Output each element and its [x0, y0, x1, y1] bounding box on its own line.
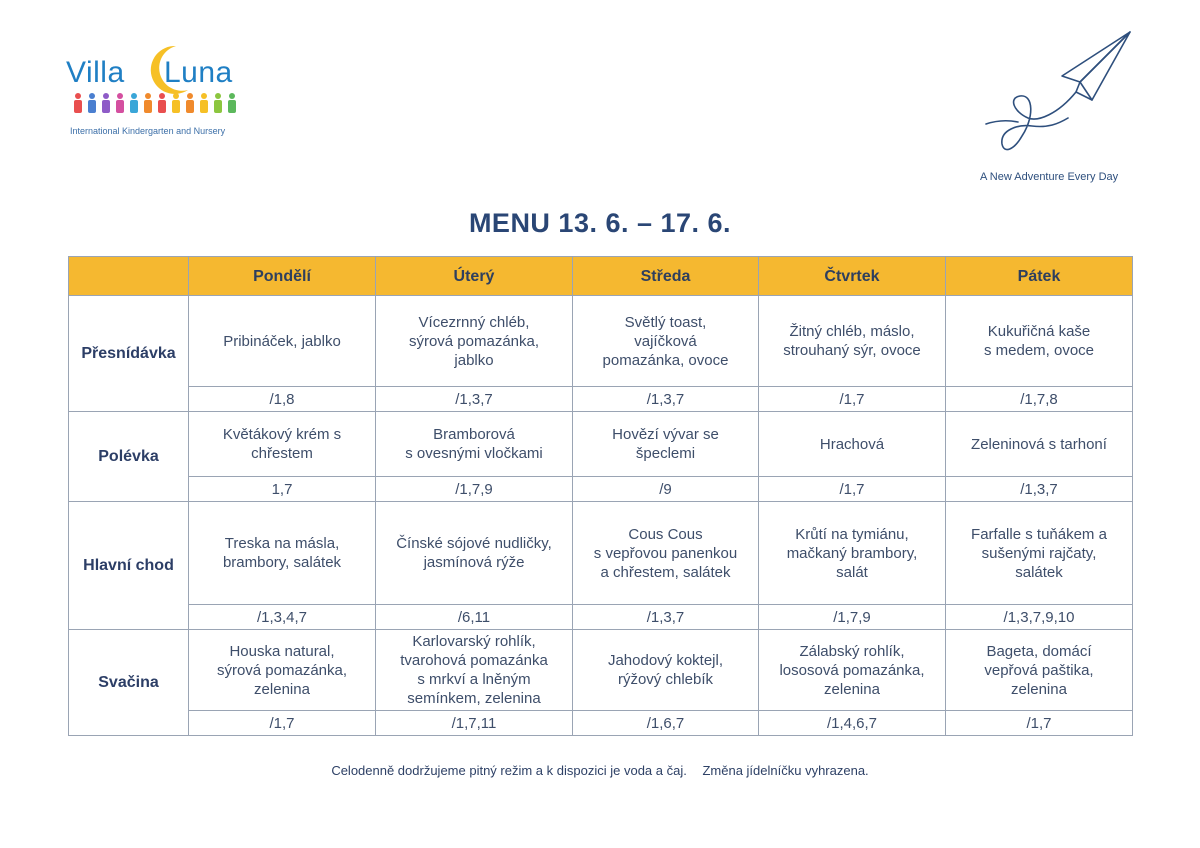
- day-header-monday: Pondělí: [189, 257, 376, 296]
- meal-label: Přesnídávka: [69, 296, 189, 412]
- meal-cell: Hrachová: [759, 412, 946, 477]
- meal-row: [69, 630, 1133, 711]
- allergen-cell: /1,3,7: [573, 387, 759, 412]
- meal-cell: Žitný chléb, máslo, strouhaný sýr, ovoce: [759, 296, 946, 387]
- allergen-cell: /1,7: [759, 387, 946, 412]
- meal-cell: Bageta, domácí vepřová paštika, zelenina: [946, 630, 1133, 711]
- allergen-cell: /1,3,7: [946, 477, 1133, 502]
- meal-cell: Hovězí vývar se špeclemi: [573, 412, 759, 477]
- meal-label: Svačina: [69, 630, 189, 736]
- meal-cell: Vícezrnný chléb, sýrová pomazánka, jablko: [376, 296, 573, 387]
- allergen-row: [69, 711, 1133, 736]
- meal-cell: Karlovarský rohlík, tvarohová pomazánka s mrkví a lněným semínkem, zelenina: [376, 630, 573, 711]
- allergen-cell: /1,7,11: [376, 711, 573, 736]
- meal-label: Hlavní chod: [69, 502, 189, 630]
- day-header-tuesday: Úterý: [376, 257, 573, 296]
- meal-cell: Jahodový koktejl, rýžový chlebík: [573, 630, 759, 711]
- meal-cell: Krůtí na tymiánu, mačkaný brambory, salát: [759, 502, 946, 605]
- meal-cell: Čínské sójové nudličky, jasmínová rýže: [376, 502, 573, 605]
- villa-luna-logo: [66, 44, 256, 140]
- meal-cell: Světlý toast, vajíčková pomazánka, ovoce: [573, 296, 759, 387]
- allergen-cell: /1,7,9: [759, 605, 946, 630]
- meal-row: [69, 502, 1133, 605]
- meal-row: [69, 296, 1133, 387]
- footer-notes: [0, 763, 1200, 778]
- allergen-cell: /1,7,8: [946, 387, 1133, 412]
- allergen-cell: /9: [573, 477, 759, 502]
- page-title: MENU 13. 6. – 17. 6.: [468, 208, 732, 238]
- allergen-cell: /1,7,9: [376, 477, 573, 502]
- logo-word-villa: Villa: [66, 56, 125, 89]
- allergen-cell: /1,3,7: [573, 605, 759, 630]
- meal-cell: Bramborová s ovesnými vločkami: [376, 412, 573, 477]
- allergen-cell: /1,8: [189, 387, 376, 412]
- header-corner-cell: [69, 257, 189, 296]
- meal-cell: Zálabský rohlík, lososová pomazánka, zelenina: [759, 630, 946, 711]
- meal-cell: Pribináček, jablko: [189, 296, 376, 387]
- allergen-cell: /6,11: [376, 605, 573, 630]
- meal-cell: Kukuřičná kaše s medem, ovoce: [946, 296, 1133, 387]
- day-header-wednesday: Středa: [573, 257, 759, 296]
- day-header-friday: Pátek: [946, 257, 1133, 296]
- logo-tagline: International Kindergarten and Nursery: [70, 126, 226, 136]
- drinking-note: Celodenně dodržujeme pitný režim a k dispozici je voda a čaj.: [331, 763, 687, 778]
- allergen-cell: /1,7: [189, 711, 376, 736]
- meal-cell: Treska na másla, brambory, salátek: [189, 502, 376, 605]
- allergen-cell: /1,4,6,7: [759, 711, 946, 736]
- meal-row: [69, 412, 1133, 477]
- meal-label: Polévka: [69, 412, 189, 502]
- allergen-row: [69, 387, 1133, 412]
- allergen-cell: /1,7: [946, 711, 1133, 736]
- allergen-cell: /1,3,7,9,10: [946, 605, 1133, 630]
- meal-cell: Zeleninová s tarhoní: [946, 412, 1133, 477]
- allergen-cell: /1,3,7: [376, 387, 573, 412]
- slogan-text: A New Adventure Every Day: [980, 171, 1119, 183]
- menu-change-note: Změna jídelníčku vyhrazena.: [702, 763, 869, 778]
- children-row-icon: [71, 92, 241, 114]
- meal-cell: Houska natural, sýrová pomazánka, zelenina: [189, 630, 376, 711]
- day-header-thursday: Čtvrtek: [759, 257, 946, 296]
- allergen-cell: /1,7: [759, 477, 946, 502]
- meal-cell: Květákový krém s chřestem: [189, 412, 376, 477]
- menu-table: [68, 256, 1133, 736]
- allergen-cell: 1,7: [189, 477, 376, 502]
- paper-plane-icon: [978, 26, 1138, 166]
- allergen-row: [69, 477, 1133, 502]
- allergen-cell: /1,3,4,7: [189, 605, 376, 630]
- logo-word-luna: Luna: [164, 56, 233, 89]
- menu-table-body: [69, 296, 1133, 736]
- meal-cell: Farfalle s tuňákem a sušenými rajčaty, salátek: [946, 502, 1133, 605]
- allergen-row: [69, 605, 1133, 630]
- meal-cell: Cous Cous s vepřovou panenkou a chřestem, salátek: [573, 502, 759, 605]
- header-row: [69, 257, 1133, 296]
- allergen-cell: /1,6,7: [573, 711, 759, 736]
